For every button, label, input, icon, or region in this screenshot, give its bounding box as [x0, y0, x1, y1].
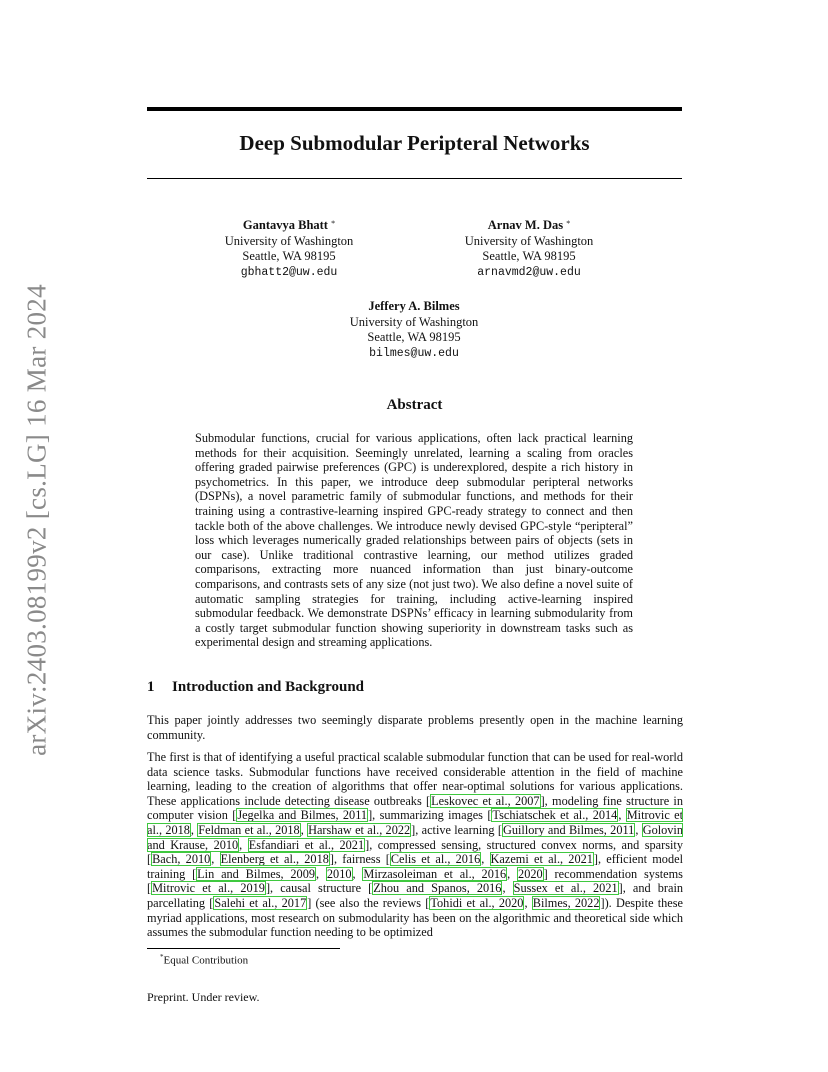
author-location: Seattle, WA 98195 [482, 249, 576, 263]
section-heading [147, 679, 364, 696]
author-name: Gantavya Bhatt [242, 218, 328, 232]
equal-contribution-mark: * [331, 219, 336, 228]
author-affiliation: University of Washington [349, 314, 479, 329]
citation-link[interactable]: Celis et al., 2016 [390, 852, 481, 867]
equal-contribution-mark: * [566, 219, 571, 228]
citation-link[interactable]: Guillory and Bilmes, 2011 [502, 822, 635, 837]
title-top-rule [147, 107, 682, 111]
citation-link[interactable]: 2010 [326, 866, 352, 881]
citation-link[interactable]: Mitrovic et al., 2018 [147, 808, 684, 837]
citation-link[interactable]: Kazemi et al., 2021 [490, 852, 593, 867]
author-block-2 [449, 218, 609, 280]
citation-link[interactable]: Sussex et al., 2021 [513, 881, 618, 896]
section-number: 1 [147, 679, 155, 695]
title-bottom-rule [147, 178, 682, 179]
abstract-body: Submodular functions, crucial for various applications, often lack practical learning methods for their acquisition. Seemingly unrelated, learning a scaling from oracles offering graded pairwise preferences (GPC) is underexplored, despite a rich history in psychometrics. In this paper, we introduce deep submodular peripteral networks (DSPNs), a novel parametric family of submodular functions, and methods for their training using a contrastive-learning inspired GPC-ready strategy to connect and then tackle both of the above challenges. We introduce newly devised GPC-style “peripteral” loss which leverages numerically graded relationships between pairs of objects (sets in our case). Unlike traditional contrastive learning, our method utilizes graded comparisons, extracting more nuanced information than just binary-outcome comparisons, and contrasts sets of any size (not just two). We also define a novel suite of automatic sampling strategies for training, including active-learning inspired submodular feedback. We demonstrate DSPNs’ efficacy in learning submodularity from a costly target submodular function showing superiority in downstream tasks such as experimental design and streaming applications. [195, 431, 633, 650]
section-title: Introduction and Background [172, 679, 365, 695]
author-location: Seattle, WA 98195 [367, 330, 461, 344]
author-name: Arnav M. Das [487, 218, 564, 232]
citation-link[interactable]: Mitrovic et al., 2019 [152, 881, 265, 896]
author-block-1 [209, 218, 369, 280]
citation-link[interactable]: Zhou and Spanos, 2016 [373, 881, 502, 896]
footnote-rule [147, 948, 340, 949]
citation-link[interactable]: Bach, 2010 [152, 852, 211, 867]
preprint-note: Preprint. Under review. [147, 990, 260, 1004]
citation-link[interactable]: Bilmes, 2022 [532, 895, 600, 910]
paper-title: Deep Submodular Peripteral Networks [239, 131, 590, 155]
citation-link[interactable]: Golovin and Krause, 2010 [147, 822, 683, 852]
citation-link[interactable]: Harshaw et al., 2022 [308, 822, 411, 837]
abstract-heading: Abstract [386, 397, 443, 413]
footnote [160, 953, 248, 967]
author-affiliation: University of Washington [464, 233, 594, 248]
citation-link[interactable]: Feldman et al., 2018 [198, 822, 300, 837]
author-email[interactable]: gbhatt2@uw.edu [240, 265, 338, 279]
citation-link[interactable]: Jegelka and Bilmes, 2011 [237, 808, 368, 823]
citation-link[interactable]: Salehi et al., 2017 [214, 895, 307, 910]
intro-paragraph-1: This paper jointly addresses two seemingly disparate problems presently open in the machine learning community. [147, 713, 683, 742]
author-block-3 [334, 299, 494, 361]
citation-link[interactable]: 2020 [518, 866, 543, 881]
author-affiliation: University of Washington [224, 233, 354, 248]
citation-link[interactable]: Mirzasoleiman et al., 2016 [363, 866, 507, 881]
author-email[interactable]: bilmes@uw.edu [369, 346, 459, 360]
citation-link[interactable]: Esfandiari et al., 2021 [248, 837, 365, 852]
intro-paragraph-2: The first is that of identifying a useful practical scalable submodular function that can be used for real-world data science tasks. Submodular functions have received considerable attention in the field of machine learning, leading to the creation of algorithms that offer near-optimal solutions for various applications. These applications include detecting disease outbreaks [Leskovec et al., 2007], modeling fine structure in computer vision [Jegelka and Bilmes, 2011], summarizing images [Tschiatschek et al., 2014, Mitrovic et al., 2018, Feldman et al., 2018, Harshaw et al., 2022], active learning [Guillory and Bilmes, 2011, Golovin and Krause, 2010, Esfandiari et al., 2021], compressed sensing, structured convex norms, and sparsity [Bach, 2010, Elenberg et al., 2018], fairness [Celis et al., 2016, Kazemi et al., 2021], efficient model training [Lin and Bilmes, 2009, 2010, Mirzasoleiman et al., 2016, 2020] recommendation systems [Mitrovic et al., 2019], causal structure [Zhou and Spanos, 2016, Sussex et al., 2021], and brain parcellating [Salehi et al., 2017] (see also the reviews [Tohidi et al., 2020, Bilmes, 2022]). Despite these myriad applications, most research on submodularity has been on the algorithmic and theoretical side which assumes the submodular function needing to be optimized [147, 750, 684, 940]
footnote-mark: * [160, 953, 164, 961]
author-email[interactable]: arnavmd2@uw.edu [477, 265, 581, 279]
citation-link[interactable]: Tschiatschek et al., 2014 [492, 808, 618, 823]
footnote-text: Equal Contribution [163, 954, 249, 967]
author-name: Jeffery A. Bilmes [368, 299, 460, 313]
citation-link[interactable]: Leskovec et al., 2007 [431, 793, 540, 808]
author-location: Seattle, WA 98195 [242, 249, 336, 263]
citation-link[interactable]: Lin and Bilmes, 2009 [197, 866, 315, 881]
citation-link[interactable]: Tohidi et al., 2020 [430, 895, 524, 910]
citation-link[interactable]: Elenberg et al., 2018 [220, 852, 329, 867]
arxiv-identifier-stamp: arXiv:2403.08199v2 [cs.LG] 16 Mar 2024 [21, 284, 52, 756]
